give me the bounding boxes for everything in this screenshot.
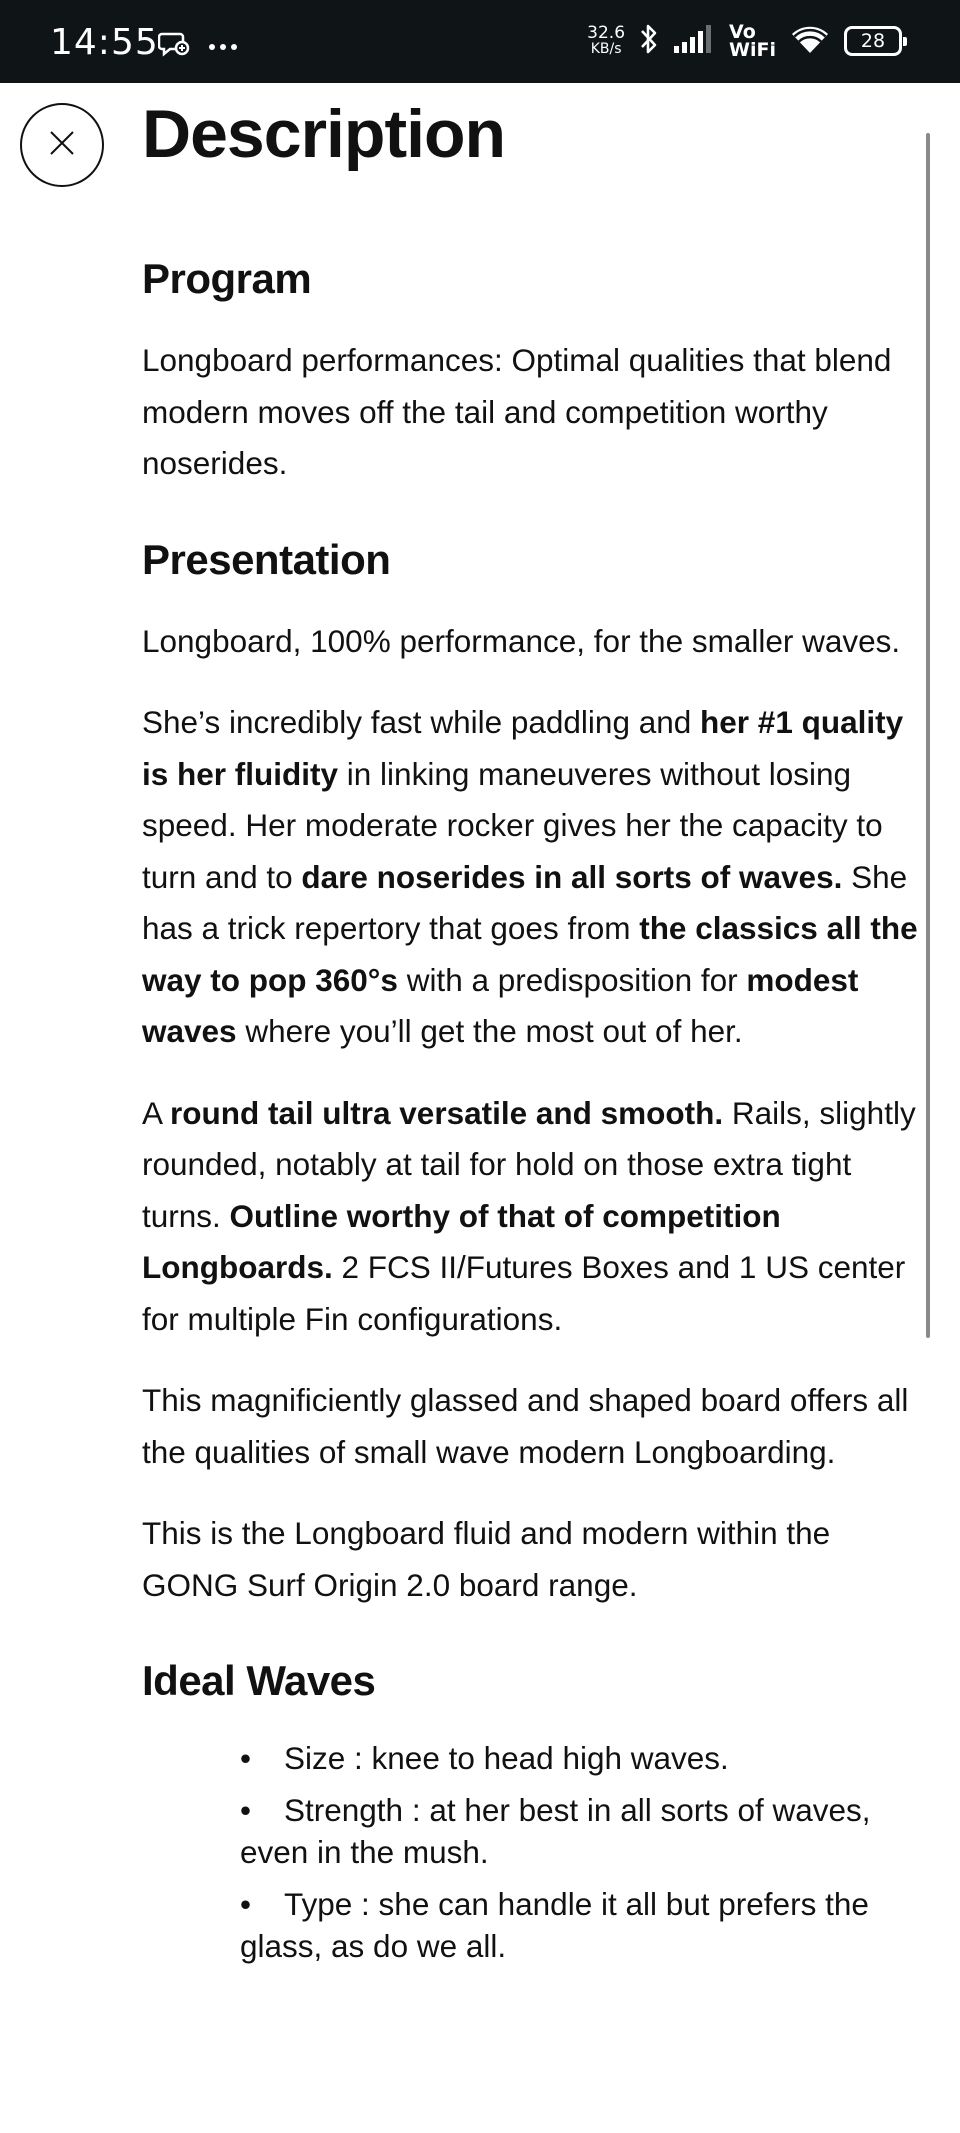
text-run: She’s incredibly fast while paddling and	[142, 704, 701, 740]
presentation-paragraph-1: Longboard, 100% performance, for the smaller waves.	[142, 622, 901, 659]
more-notifications-icon	[208, 38, 238, 56]
text-run: where you’ll get the most out of her.	[236, 1013, 743, 1049]
text-run-bold: her #1 quality is her fluidity	[142, 704, 904, 792]
presentation-paragraph-4: This magnificiently glassed and shaped board offers all the qualities of small wave modern Longboarding.	[142, 1382, 909, 1470]
scrollbar[interactable]	[926, 133, 930, 1338]
messaging-notification-icon	[158, 30, 190, 63]
status-right-icons	[587, 18, 902, 64]
text-run: 2 FCS II/Futures Boxes and 1 US center for multiple Fin configurations.	[142, 1249, 906, 1337]
close-icon	[49, 130, 75, 161]
vowifi-vo: Vo	[729, 21, 756, 43]
battery-level: 28	[860, 30, 886, 52]
text-run-bold: the classics all the way to pop 360°s	[142, 910, 918, 998]
vowifi-indicator	[729, 23, 776, 59]
list-item-text: Strength : at her best in all sorts of waves, even in the mush.	[240, 1792, 871, 1870]
presentation-heading: Presentation	[142, 535, 391, 583]
text-run: A	[142, 1094, 171, 1131]
bluetooth-icon	[639, 22, 659, 61]
list-item-text: Size : knee to head high waves.	[284, 1740, 729, 1776]
presentation-paragraph-5: This is the Longboard fluid and modern within the GONG Surf Origin 2.0 board range.	[142, 1515, 831, 1603]
close-button[interactable]	[20, 103, 104, 187]
text-run: She has a trick repertory that goes from	[142, 858, 908, 946]
network-speed	[587, 25, 625, 57]
presentation-paragraph-2	[142, 697, 922, 1058]
battery-icon	[844, 26, 902, 56]
text-run-bold: dare noserides in all sorts of waves.	[301, 858, 843, 895]
list-item	[240, 1789, 930, 1873]
text-run: Rails, slightly rounded, notably at tail for hold on those extra tight turns.	[142, 1094, 916, 1234]
program-heading: Program	[142, 255, 312, 302]
text-run-bold: Outline worthy of that of competition Longboards.	[142, 1197, 781, 1285]
list-item-text: Type : she can handle it all but prefers the glass, as do we all.	[240, 1886, 869, 1964]
description-sheet	[0, 83, 960, 2133]
status-time: 14:55	[50, 22, 159, 63]
text-run: with a predisposition for	[397, 961, 747, 998]
ideal-waves-list	[240, 1737, 930, 1967]
text-run-bold: modest waves	[142, 961, 859, 1049]
presentation-paragraph-3	[142, 1088, 922, 1346]
wifi-icon	[790, 23, 830, 60]
text-run-bold: round tail ultra versatile and smooth.	[170, 1094, 724, 1131]
description-content	[142, 253, 922, 1977]
list-item	[240, 1737, 930, 1779]
ideal-waves-heading: Ideal Waves	[142, 1657, 376, 1704]
signal-strength-icon	[673, 24, 715, 59]
network-speed-value: 32.6	[587, 23, 626, 43]
text-run: in linking maneuveres without losing speed. Her moderate rocker gives her the capacity to turn and to	[142, 755, 883, 895]
list-item	[240, 1883, 930, 1967]
network-speed-unit: KB/s	[590, 41, 622, 57]
page-title: Description	[142, 96, 506, 172]
program-text: Longboard performances: Optimal qualities that blend modern moves off the tail and competition worthy noserides.	[142, 342, 892, 481]
vowifi-wifi: WiFi	[729, 39, 776, 61]
status-bar	[0, 0, 960, 83]
status-left-icons	[158, 30, 238, 63]
